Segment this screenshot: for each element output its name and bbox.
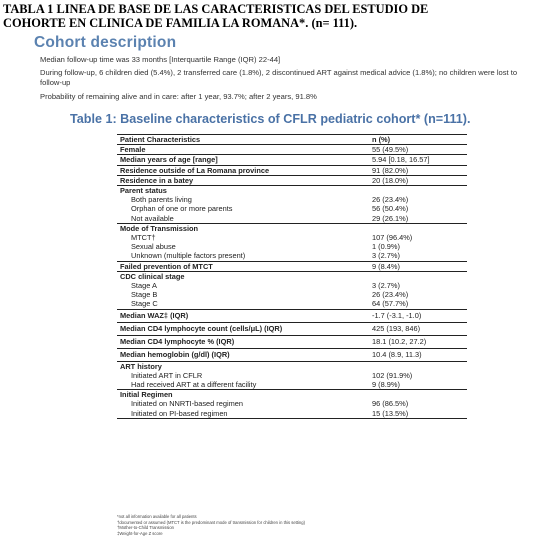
document-heading <box>3 2 533 30</box>
row-label: Unknown (multiple factors present) <box>131 251 246 261</box>
row-label: Median CD4 lymphocyte % (IQR) <box>117 335 362 348</box>
row-value: 26 (23.4%) <box>372 290 409 300</box>
row-value: 10.4 (8.9, 11.3) <box>362 348 467 361</box>
row-label: Median CD4 lymphocyte count (cells/μL) (IQR) <box>117 322 362 335</box>
row-label: Sexual abuse <box>131 242 176 252</box>
row-label: Stage B <box>131 290 158 300</box>
column-header-characteristics: Patient Characteristics <box>117 135 362 145</box>
row-label: Female <box>117 145 362 155</box>
table-title: Table 1: Baseline characteristics of CFLR pediatric cohort* (n=111). <box>70 112 471 126</box>
row-label: Failed prevention of MTCT <box>117 261 362 271</box>
table-row <box>117 348 467 361</box>
row-value: 15 (13.5%) <box>362 409 467 419</box>
row-label: Orphan of one or more parents <box>131 204 233 214</box>
row-label: Not available <box>131 213 174 223</box>
footnote: *not all information available for all patients <box>117 514 197 519</box>
baseline-characteristics-table <box>117 134 467 419</box>
table-row <box>117 261 467 271</box>
row-value: 91 (82.0%) <box>362 165 467 175</box>
cohort-followup-text: Median follow-up time was 33 months [Interquartile Range (IQR) 22-44] <box>40 55 281 64</box>
table-row <box>117 233 467 242</box>
row-label: Initiated ART in CFLR <box>131 370 203 380</box>
table-row <box>117 290 467 299</box>
row-value: 55 (49.5%) <box>362 145 467 155</box>
row-value: 1 (0.9%) <box>372 242 400 252</box>
heading-line-2: COHORTE EN CLINICA DE FAMILIA LA ROMANA*. (n= 111). <box>3 16 358 30</box>
table-row <box>117 399 467 408</box>
row-value: 102 (91.9%) <box>372 370 413 380</box>
row-value: 425 (193, 846) <box>362 322 467 335</box>
row-label: Median years of age [range] <box>117 155 362 165</box>
table-header-row <box>117 135 467 145</box>
section-label: ART history <box>117 361 362 371</box>
row-value: 9 (8.9%) <box>372 380 400 390</box>
row-value: 20 (18.0%) <box>362 175 467 185</box>
column-header-n: n (%) <box>362 135 467 145</box>
table-row <box>117 371 467 380</box>
table-row <box>117 281 467 290</box>
row-value: 107 (96.4%) <box>372 233 413 243</box>
table-row <box>117 145 467 155</box>
row-value: 3 (2.7%) <box>372 251 400 261</box>
row-value <box>362 186 467 196</box>
table-row <box>117 251 467 261</box>
row-label: Median WAZ‡ (IQR) <box>117 309 362 322</box>
row-label: MTCT† <box>131 233 156 243</box>
table-row <box>117 335 467 348</box>
row-value: 56 (50.4%) <box>372 204 409 214</box>
row-value <box>362 361 467 371</box>
cohort-description-title: Cohort description <box>34 34 177 51</box>
section-label: Initial Regimen <box>117 390 362 400</box>
table-footnotes <box>117 514 467 536</box>
row-label: Both parents living <box>131 195 192 205</box>
row-value <box>362 223 467 233</box>
section-label: Parent status <box>117 186 362 196</box>
row-value: 18.1 (10.2, 27.2) <box>362 335 467 348</box>
table-row <box>117 309 467 322</box>
row-value <box>362 390 467 400</box>
section-label: CDC clinical stage <box>117 271 362 281</box>
table-section-row <box>117 223 467 233</box>
row-value <box>362 271 467 281</box>
row-label: Stage A <box>131 281 157 291</box>
row-value: 9 (8.4%) <box>362 261 467 271</box>
row-value: 5.94 [0.18, 16.57] <box>362 155 467 165</box>
row-value: 3 (2.7%) <box>372 281 400 291</box>
table-row <box>117 155 467 165</box>
table-row <box>117 380 467 390</box>
row-label: Residence in a batey <box>117 175 362 185</box>
table-section-row <box>117 271 467 281</box>
row-label: Median hemoglobin (g/dl) (IQR) <box>117 348 362 361</box>
table-row <box>117 175 467 185</box>
row-value: 96 (86.5%) <box>372 399 409 409</box>
heading-line-1: TABLA 1 LINEA DE BASE DE LAS CARACTERISTICAS DEL ESTUDIO DE <box>3 2 429 16</box>
table-row <box>117 299 467 309</box>
cohort-probability-text: Probability of remaining alive and in care: after 1 year, 93.7%; after 2 years, 91.8% <box>40 92 317 101</box>
row-label: Had received ART at a different facility <box>131 380 257 390</box>
table-row <box>117 214 467 224</box>
footnote: †Mother-to-Child Transmission <box>117 525 175 530</box>
row-value: 26 (23.4%) <box>372 195 409 205</box>
footnote: ‡Weight-for-Age Z score <box>117 530 163 536</box>
row-value: -1.7 (-3.1, -1.0) <box>362 309 467 322</box>
table-row <box>117 204 467 213</box>
table-section-row <box>117 390 467 400</box>
row-label: Stage C <box>131 299 158 309</box>
row-label: Initiated on PI-based regimen <box>117 409 362 419</box>
table-row <box>117 409 467 419</box>
table-row <box>117 165 467 175</box>
section-label: Mode of Transmission <box>117 223 362 233</box>
table-row <box>117 195 467 204</box>
table-row <box>117 322 467 335</box>
table-section-row <box>117 186 467 196</box>
table-section-row <box>117 361 467 371</box>
row-value: 64 (57.7%) <box>372 299 409 309</box>
footnote: †documented or assumed (MTCT is the predominant mode of transmission for children in this setting) <box>117 519 305 525</box>
table-row <box>117 242 467 251</box>
row-value: 29 (26.1%) <box>372 213 409 223</box>
cohort-outcomes-text: During follow-up, 6 children died (5.4%), 2 transferred care (1.8%), 2 discontinued ART against medical advice (1.8%); no children were lost to follow-up <box>40 68 518 87</box>
row-label: Initiated on NNRTI-based regimen <box>131 399 244 409</box>
row-label: Residence outside of La Romana province <box>117 165 362 175</box>
